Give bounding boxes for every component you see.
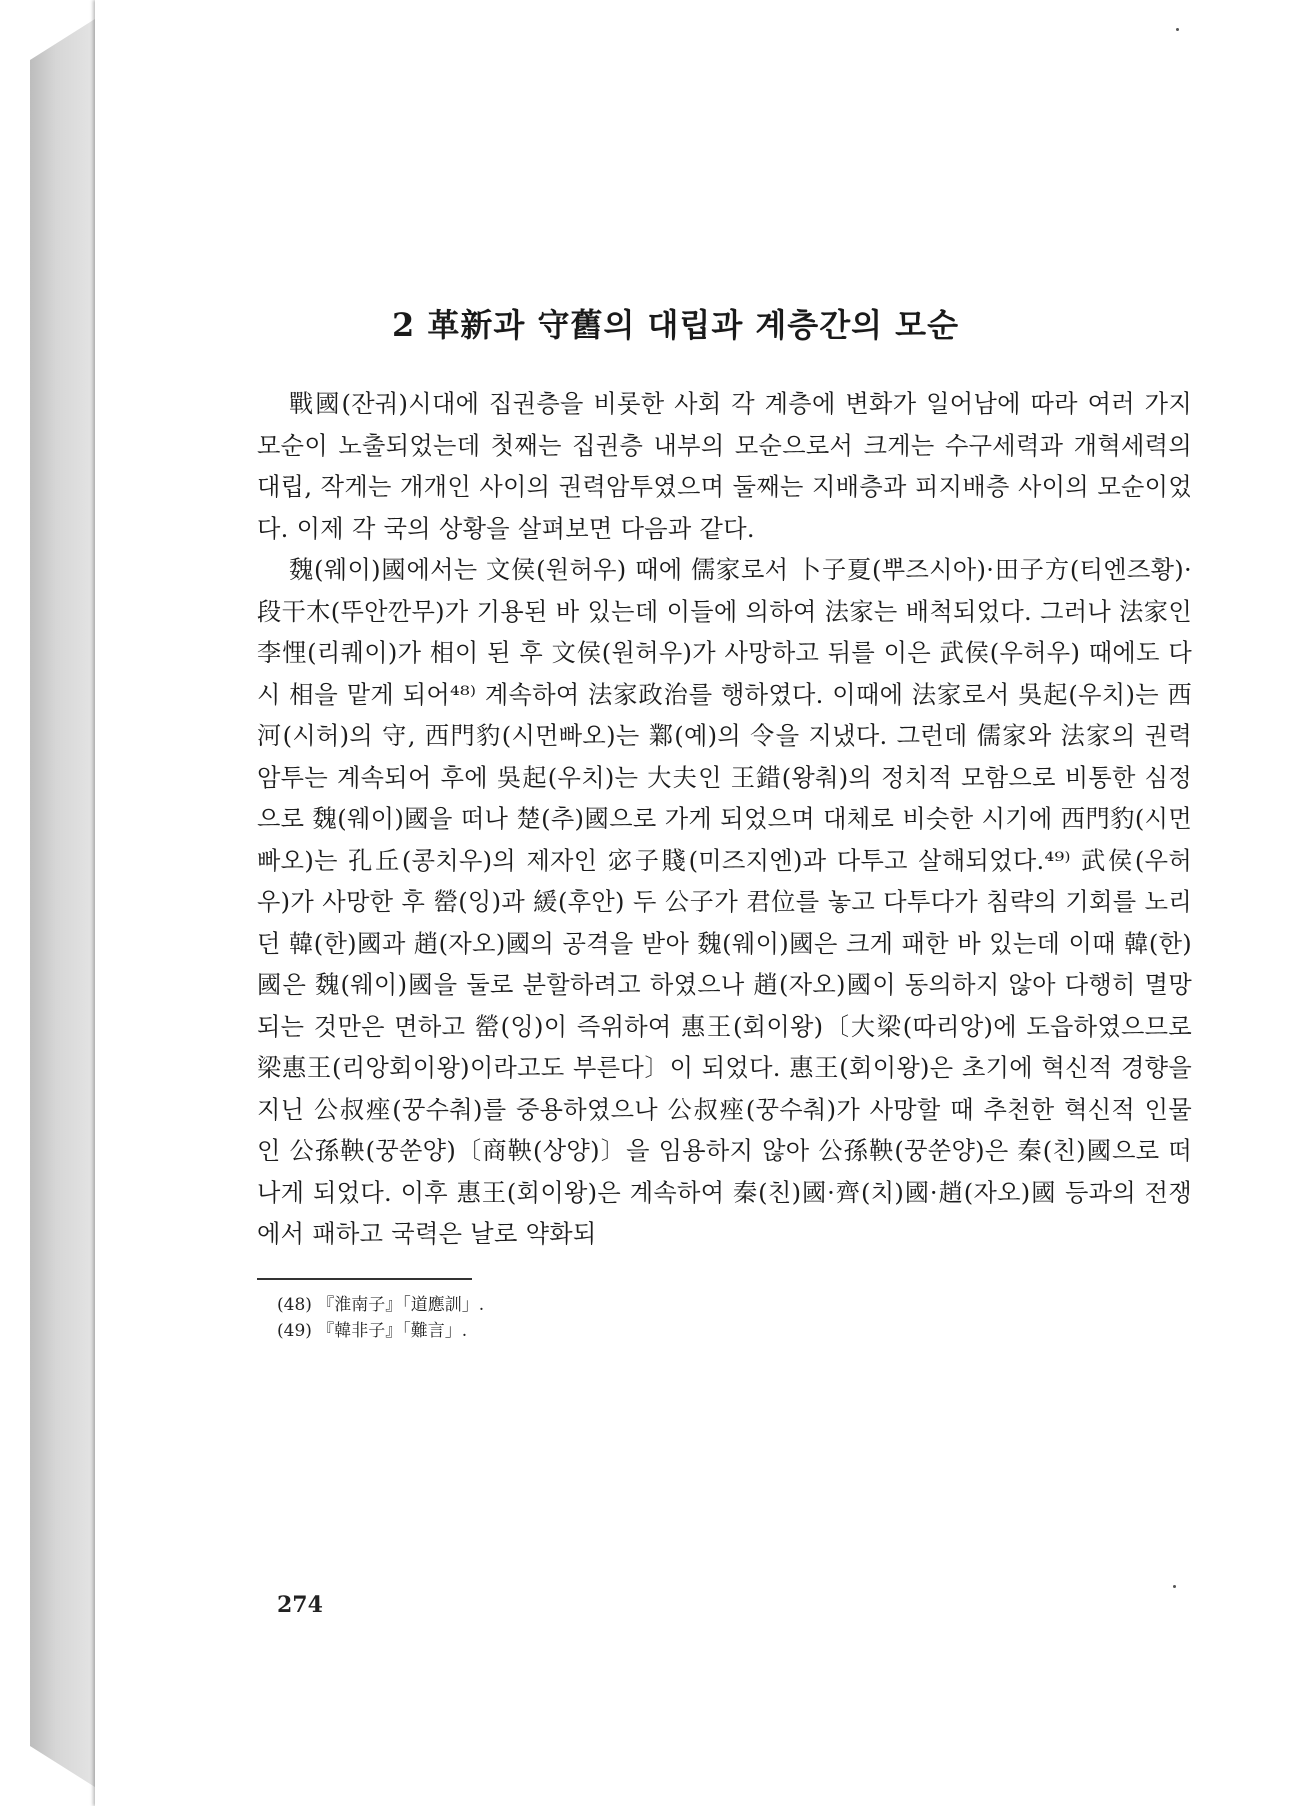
book-spine — [30, 0, 95, 1806]
paragraph-2: 魏(웨이)國에서는 文侯(원허우) 때에 儒家로서 卜子夏(뿌즈시아)·田子方(티엔즈황)·段干木(뚜안깐무)가 기용된 바 있는데 이들에 의하여 法家는 배척되었다. 그러나 法家인 李悝(리퀘이)가 相이 된 후 文侯(원허우)가 사망하고 뒤를 이은 武侯(우허우) 때에도 다시 相을 맡게 되어⁴⁸⁾ 계속하여 法家政治를 행하였다. 이때에 法家로서 吳起(우치)는 西河(시허)의 守, 西門豹(시먼빠오)는 鄴(예)의 令을 지냈다. 그런데 儒家와 法家의 권력 암투는 계속되어 후에 吳起(우치)는 大夫인 王錯(왕춰)의 정치적 모함으로 비통한 심정으로 魏(웨이)國을 떠나 楚(추)國으로 가게 되었으며 대체로 비슷한 시기에 西門豹(시먼빠오)는 孔丘(콩치우)의 제자인 宓子賤(미즈지엔)과 다투고 살해되었다.⁴⁹⁾ 武侯(우허우)가 사망한 후 罃(잉)과 緩(후안) 두 公子가 君位를 놓고 다투다가 침략의 기회를 노리던 韓(한)國과 趙(자오)國의 공격을 받아 魏(웨이)國은 크게 패한 바 있는데 이때 韓(한)國은 魏(웨이)國을 둘로 분할하려고 하였으나 趙(자오)國이 동의하지 않아 다행히 멸망되는 것만은 면하고 罃(잉)이 즉위하여 惠王(회이왕)〔大梁(따리앙)에 도읍하였으므로 梁惠王(리앙회이왕)이라고도 부른다〕이 되었다. 惠王(회이왕)은 초기에 혁신적 경향을 지닌 公叔痤(꿍수춰)를 중용하였으나 公叔痤(꿍수춰)가 사망할 때 추천한 혁신적 인물인 公孫鞅(꿍쑨양)〔商鞅(상양)〕을 임용하지 않아 公孫鞅(꿍쑨양)은 秦(친)國으로 떠나게 되었다. 이후 惠王(회이왕)은 계속하여 秦(친)國·齊(치)國·趙(자오)國 등과의 전쟁에서 패하고 국력은 날로 약화되 — [257, 556, 1192, 1248]
section-heading: 2 革新과 守舊의 대립과 계층간의 모순 — [392, 306, 960, 344]
body-text — [257, 384, 1192, 1256]
paragraph-1: 戰國(잔궈)시대에 집권층을 비롯한 사회 각 계층에 변화가 일어남에 따라 여러 가지 모순이 노출되었는데 첫째는 집권층 내부의 모순으로서 크게는 수구세력과 개혁세력의 대립, 작게는 개개인 사이의 권력암투였으며 둘째는 지배층과 피지배층 사이의 모순이었다. 이제 각 국의 상황을 살펴보면 다음과 같다. — [257, 390, 1192, 543]
footnotes — [257, 1292, 1192, 1344]
page-sheet — [95, 0, 1294, 1806]
footnote-49: (49) 『韓非子』「難言」. — [277, 1320, 468, 1341]
scan-speck — [1176, 28, 1179, 31]
page-content — [257, 300, 1192, 1344]
footnote-divider — [257, 1278, 472, 1280]
footnote-48: (48) 『淮南子』「道應訓」. — [277, 1294, 485, 1315]
scan-speck — [1173, 1585, 1176, 1588]
page-number: 274 — [277, 1592, 323, 1618]
